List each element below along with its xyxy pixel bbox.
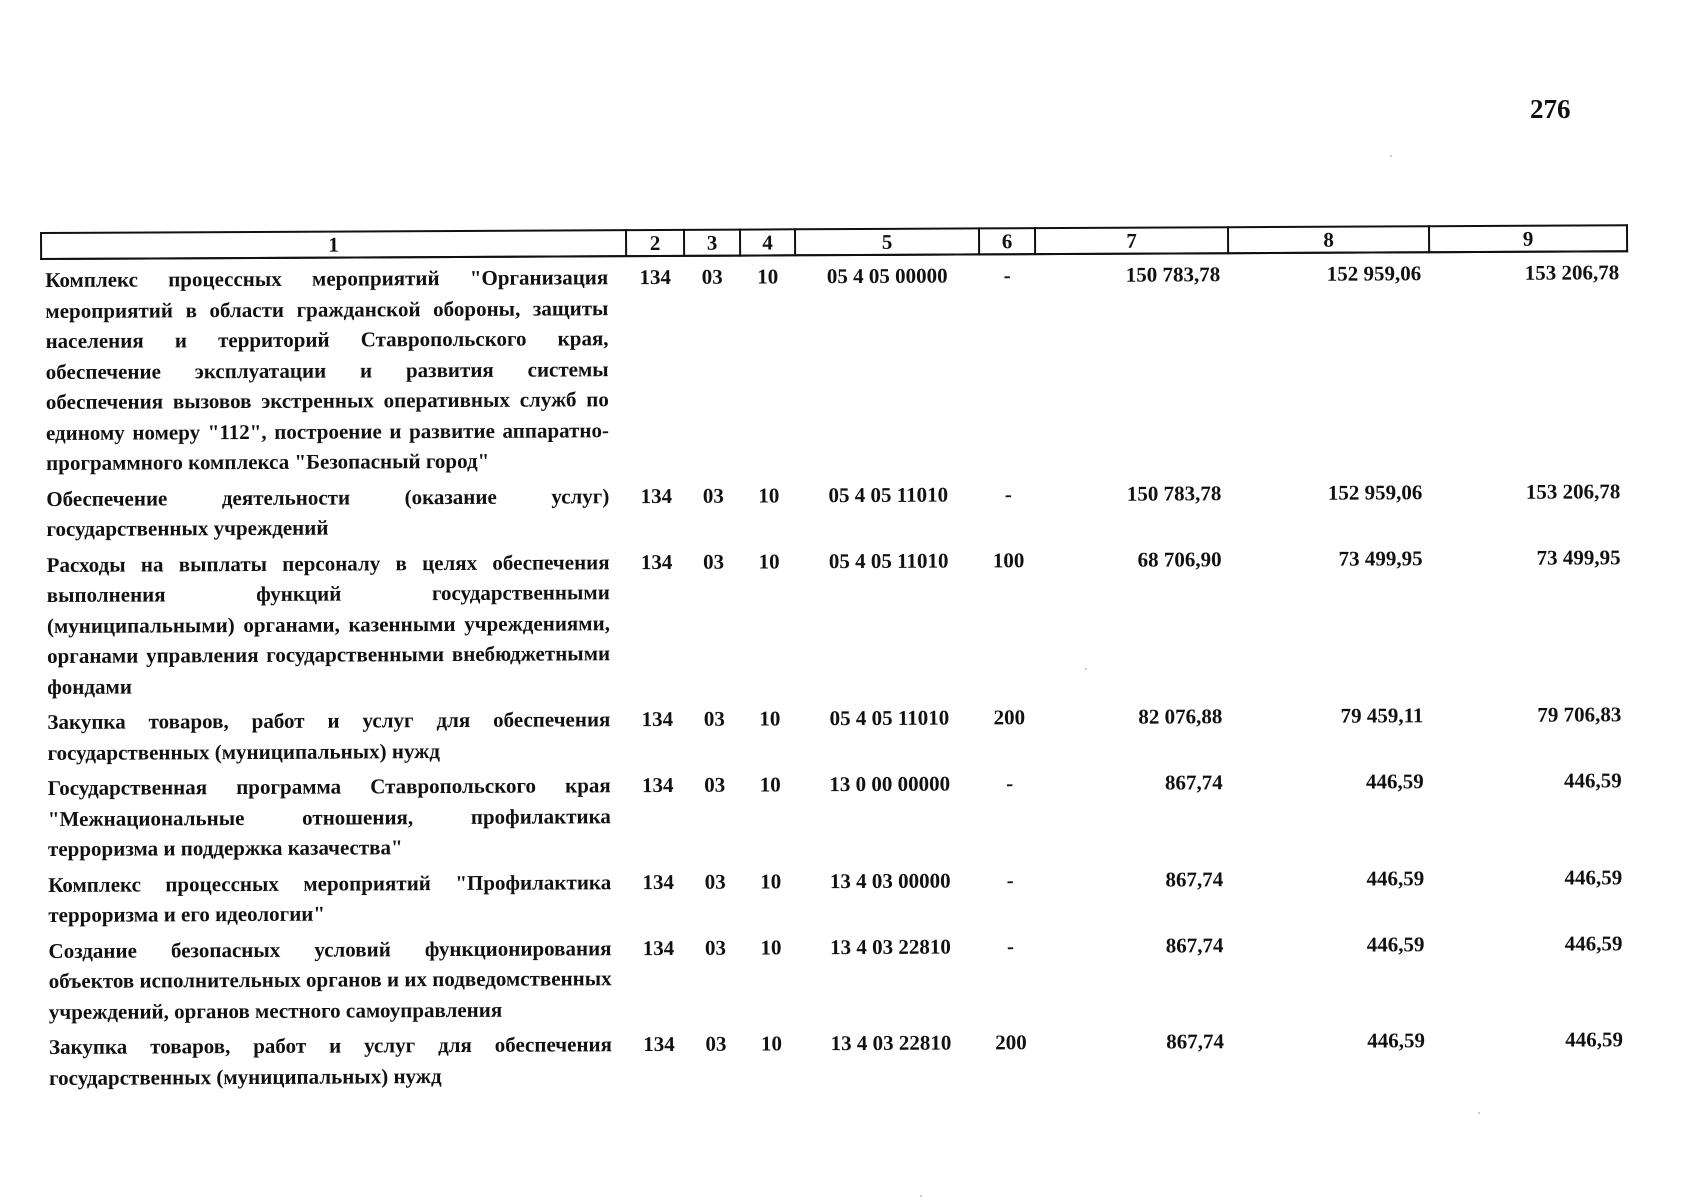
- table-row: [44, 923, 1630, 1027]
- row-subsection-code: 10: [760, 1031, 783, 1056]
- scan-speck: [920, 1195, 922, 1197]
- row-name: Комплекс процессных мероприятий "Профилактика терроризма и его идеологии": [48, 869, 612, 927]
- column-header-6: 6: [979, 228, 1035, 254]
- row-target-article: 05 4 05 11010: [828, 482, 949, 507]
- row-ministry-code: 134: [640, 483, 673, 508]
- row-amount-9: 79 706,83: [1537, 702, 1622, 727]
- row-amount-9: 153 206,78: [1525, 478, 1621, 504]
- row-amount-7: 867,74: [1164, 770, 1223, 795]
- column-header-4: 4: [740, 229, 795, 255]
- scan-speck: [1390, 155, 1392, 157]
- page-number: 276: [1530, 94, 1571, 124]
- scan-speck: [1478, 1112, 1480, 1114]
- row-section-code: 03: [703, 706, 725, 731]
- row-amount-8: 446,59: [1366, 931, 1425, 957]
- table-row: [43, 537, 1630, 702]
- row-name: Закупка товаров, работ и услуг для обеспечения государственных (муниципальных) нужд: [48, 1032, 613, 1090]
- row-amount-9: 153 206,78: [1524, 260, 1620, 285]
- row-target-article: 05 4 05 11010: [829, 705, 950, 731]
- row-expense-type: -: [1003, 263, 1011, 288]
- row-expense-type: -: [1006, 771, 1014, 796]
- table-row: [41, 251, 1628, 478]
- row-amount-9: 446,59: [1564, 864, 1623, 890]
- row-amount-7: 82 076,88: [1138, 704, 1223, 729]
- row-subsection-code: 10: [760, 868, 782, 893]
- row-section-code: 03: [702, 483, 724, 508]
- column-header-8: 8: [1228, 226, 1429, 253]
- row-ministry-code: 134: [643, 1031, 675, 1057]
- row-name: Создание безопасных условий функционирования объектов исполнительных органов и их подведомственных учреждений, органов местного самоуправления: [48, 935, 612, 1024]
- row-target-article: 13 0 00 00000: [829, 771, 951, 797]
- row-ministry-code: 134: [639, 264, 672, 290]
- row-expense-type: 200: [995, 1030, 1027, 1055]
- row-section-code: 03: [701, 264, 723, 289]
- row-amount-7: 867,74: [1166, 1029, 1225, 1054]
- row-amount-9: 446,59: [1565, 1027, 1624, 1052]
- row-ministry-code: 134: [642, 935, 675, 960]
- row-amount-7: 150 783,78: [1125, 262, 1221, 287]
- row-target-article: 05 4 05 00000: [826, 263, 948, 289]
- budget-table: [40, 224, 1632, 1093]
- row-target-article: 13 4 03 22810: [830, 934, 951, 959]
- column-header-9: 9: [1429, 225, 1627, 252]
- column-header-2: 2: [626, 230, 684, 256]
- row-amount-7: 68 706,90: [1137, 546, 1222, 572]
- row-subsection-code: 10: [760, 934, 782, 959]
- table-row: [45, 1019, 1631, 1093]
- row-ministry-code: 134: [641, 706, 674, 732]
- scan-speck: [1085, 668, 1087, 670]
- row-target-article: 13 4 03 22810: [830, 1030, 952, 1056]
- column-header-5: 5: [795, 228, 979, 255]
- row-section-code: 03: [703, 549, 725, 574]
- row-amount-8: 79 459,11: [1340, 703, 1424, 728]
- row-amount-8: 446,59: [1365, 769, 1424, 794]
- table-row: [42, 471, 1628, 545]
- row-expense-type: 100: [992, 547, 1025, 572]
- row-expense-type: 200: [993, 705, 1026, 730]
- column-header-1: 1: [41, 230, 626, 259]
- row-subsection-code: 10: [758, 548, 780, 573]
- row-expense-type: -: [1006, 933, 1015, 958]
- column-header-7: 7: [1035, 227, 1228, 254]
- row-ministry-code: 134: [642, 869, 674, 894]
- row-amount-8: 446,59: [1367, 1028, 1426, 1053]
- row-section-code: 03: [704, 772, 726, 797]
- row-section-code: 03: [705, 1031, 727, 1056]
- row-name: Государственная программа Ставропольского края "Межнациональные отношения, профилактика терроризма и поддержка казачества": [47, 773, 611, 861]
- table-row: [43, 694, 1629, 768]
- row-section-code: 03: [704, 869, 726, 894]
- row-amount-8: 446,59: [1366, 865, 1425, 891]
- row-section-code: 03: [704, 935, 727, 960]
- row-target-article: 13 4 03 00000: [829, 868, 951, 893]
- row-subsection-code: 10: [758, 482, 780, 507]
- row-amount-9: 446,59: [1564, 930, 1623, 956]
- table-row: [44, 857, 1630, 931]
- row-amount-7: 867,74: [1165, 866, 1224, 892]
- row-name: Комплекс процессных мероприятий "Организация мероприятий в области гражданской обороны, защиты населения и территорий Ставропольского края, обеспечение эксплуатации и развития системы обеспечения вызовов экстренных оперативных служб по единому номеру "112", построение и развитие аппаратно-программного комплекса "Безопасный город": [45, 265, 610, 475]
- row-name: Расходы на выплаты персоналу в целях обеспечения выполнения функций государственными (муниципальными) органами, казенными учреждениями, органами управления государственными внебюджетными фондами: [46, 549, 611, 699]
- row-amount-7: 867,74: [1165, 932, 1224, 958]
- row-name: Закупка товаров, работ и услуг для обеспечения государственных (муниципальных) нужд: [47, 707, 611, 765]
- row-target-article: 05 4 05 11010: [828, 548, 949, 573]
- row-amount-8: 73 499,95: [1338, 545, 1423, 571]
- table-row: [44, 760, 1630, 864]
- row-expense-type: -: [1004, 481, 1012, 506]
- row-subsection-code: 10: [757, 264, 779, 289]
- row-amount-9: 73 499,95: [1536, 544, 1621, 570]
- row-name: Обеспечение деятельности (оказание услуг) государственных учреждений: [46, 483, 610, 541]
- row-subsection-code: 10: [759, 706, 781, 731]
- row-subsection-code: 10: [759, 772, 781, 797]
- row-amount-8: 152 959,06: [1326, 261, 1422, 286]
- row-amount-8: 152 959,06: [1327, 479, 1423, 505]
- row-ministry-code: 134: [641, 772, 674, 798]
- column-header-3: 3: [684, 230, 740, 256]
- row-expense-type: -: [1006, 867, 1014, 892]
- row-amount-7: 150 783,78: [1126, 480, 1222, 506]
- row-amount-9: 446,59: [1563, 768, 1622, 793]
- row-ministry-code: 134: [640, 549, 673, 574]
